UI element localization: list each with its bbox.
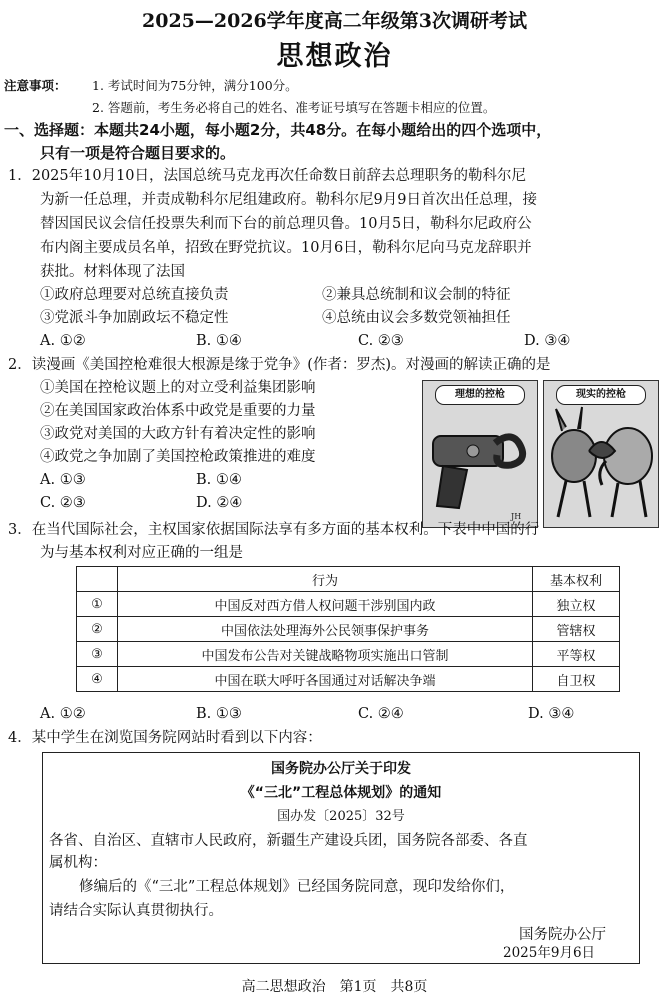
row-action: 中国在联大呼吁各国通过对话解决争端 (118, 667, 533, 692)
comic-left-label: 理想的控枪 (435, 385, 525, 405)
q1-option-3: ③党派斗争加剧政坛不稳定性 (40, 310, 229, 326)
notice-body: 请结合实际认真贯彻执行。 (49, 903, 223, 919)
subject-title: 思想政治 (276, 41, 393, 72)
q2-choice-c: C. ②③ (40, 495, 86, 511)
row-right: 自卫权 (533, 667, 620, 692)
q1-line: 为新一任总理，并责成勒科尔尼组建政府。勒科尔尼9月9日首次出任总理，接 (40, 192, 537, 208)
q2-option-3: ③政党对美国的大政方针有着决定性的影响 (40, 426, 316, 442)
notice-doc-number: 国办发〔2025〕32号 (277, 809, 405, 824)
svg-text:JH: JH (511, 512, 522, 521)
row-action: 中国反对西方借人权问题干涉别国内政 (118, 592, 533, 617)
q1-choice-c: C. ②③ (358, 333, 404, 349)
table-header-row (77, 567, 620, 592)
q1-line: 布内阁主要成员名单，招致在野党抗议。10月6日，勒科尔尼向马克龙辞职并 (40, 240, 532, 256)
row-action: 中国依法处理海外公民领事保护事务 (118, 617, 533, 642)
note-2: 2. 答题前，考生务必将自己的姓名、准考证号填写在答题卡相应的位置。 (92, 100, 496, 115)
comic-ideal-gun-control (422, 380, 538, 528)
q1-line: 替因国民议会信任投票失利而下台的前总理贝鲁。10月5日，勒科尔尼政府公 (40, 216, 532, 232)
table-row (77, 642, 620, 667)
notes-label: 注意事项： (4, 78, 67, 93)
table-row (77, 667, 620, 692)
notice-body: 修编后的《“三北”工程总体规划》已经国务院同意，现印发给你们， (79, 879, 515, 895)
q2-choice-d: D. ②④ (196, 495, 243, 511)
notice-body: 属机构： (49, 855, 107, 871)
section-heading-2: 只有一项是符合题目要求的。 (40, 144, 236, 162)
table-row (77, 617, 620, 642)
q3-choice-a: A. ①② (40, 706, 86, 722)
row-right: 独立权 (533, 592, 620, 617)
exam-title: 2025—2026学年度高二年级第3次调研考试 (142, 10, 527, 32)
q3-choice-b: B. ①③ (196, 706, 242, 722)
notice-title-1: 国务院办公厅关于印发 (271, 761, 411, 777)
knotted-gun-drawing (423, 381, 537, 527)
comic-right-label: 现实的控枪 (556, 385, 646, 405)
row-right: 平等权 (533, 642, 620, 667)
notice-signature: 国务院办公厅 (519, 927, 606, 943)
section-heading: 一、选择题：本题共24小题，每小题2分，共48分。在每小题给出的四个选项中， (4, 121, 552, 139)
q4-stem: 4．某中学生在浏览国务院网站时看到以下内容： (8, 730, 322, 746)
q2-choice-b: B. ①④ (196, 472, 242, 488)
note-1: 1. 考试时间为75分钟，满分100分。 (92, 78, 298, 93)
q2-option-2: ②在美国国家政治体系中政党是重要的力量 (40, 403, 316, 419)
page-footer: 高二思想政治 第1页 共8页 (241, 979, 428, 995)
comic-real-gun-control (543, 380, 659, 528)
row-number: ① (77, 592, 118, 617)
q3-table (76, 566, 620, 692)
table-row (77, 592, 620, 617)
q2-stem: 2．读漫画《美国控枪难很大根源是缘于党争》(作者：罗杰)。对漫画的解读正确的是 (8, 357, 551, 373)
q1-option-1: ①政府总理要对总统直接负责 (40, 287, 229, 303)
row-number: ④ (77, 667, 118, 692)
header-action: 行为 (118, 567, 533, 592)
row-right: 管辖权 (533, 617, 620, 642)
header-right: 基本权利 (533, 567, 620, 592)
q2-option-4: ④政党之争加剧了美国控枪政策推进的难度 (40, 449, 316, 465)
q1-line: 获批。材料体现了法国 (40, 264, 185, 280)
q3-choice-d: D. ③④ (528, 706, 575, 722)
q3-stem: 3．在当代国际社会，主权国家依据国际法享有多方面的基本权利。下表中中国的行 (8, 522, 540, 538)
q3-stem-2: 为与基本权利对应正确的一组是 (40, 545, 243, 561)
q1-choice-d: D. ③④ (524, 333, 571, 349)
q1-choice-a: A. ①② (40, 333, 86, 349)
q1-choice-b: B. ①④ (196, 333, 242, 349)
row-number: ② (77, 617, 118, 642)
q2-choice-a: A. ①③ (40, 472, 86, 488)
q2-option-1: ①美国在控枪议题上的对立受利益集团影响 (40, 380, 316, 396)
notice-body: 各省、自治区、直辖市人民政府，新疆生产建设兵团，国务院各部委、各直 (49, 833, 528, 849)
notice-box (42, 752, 640, 964)
q1-option-2: ②兼具总统制和议会制的特征 (322, 287, 511, 303)
q1-line: 1．2025年10月10日，法国总统马克龙再次任命数日前辞去总理职务的勒科尔尼 (8, 168, 527, 184)
notice-date: 2025年9月6日 (503, 945, 596, 961)
q1-option-4: ④总统由议会多数党领袖担任 (322, 310, 511, 326)
notice-title-2: 《“三北”工程总体规划》的通知 (240, 785, 442, 801)
q3-choice-c: C. ②④ (358, 706, 404, 722)
row-number: ③ (77, 642, 118, 667)
row-action: 中国发布公告对关键战略物项实施出口管制 (118, 642, 533, 667)
